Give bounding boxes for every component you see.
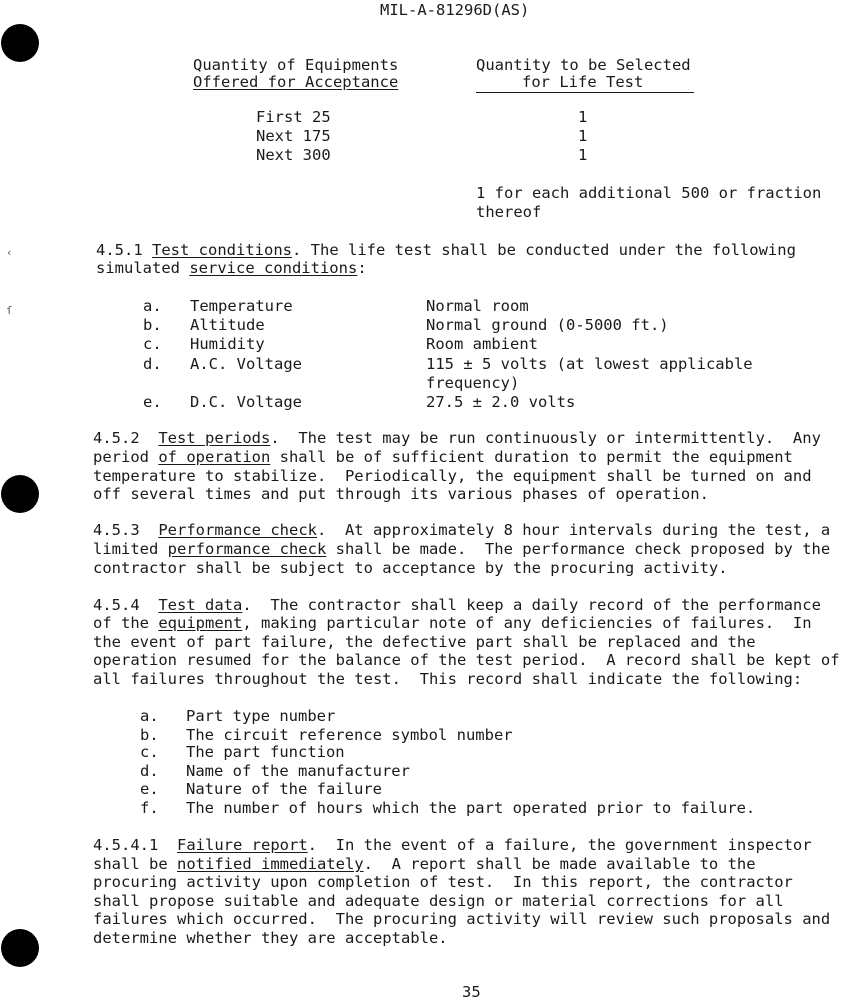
binder-hole-bottom [1,929,39,967]
paragraph-text: . The life test shall be conducted under the following [292,241,796,259]
paragraph-line: limited performance check shall be made. The performance check proposed by the [93,540,831,558]
condition-name: A.C. Voltage [190,355,302,373]
section-number: 4.5.3 [93,521,140,539]
plus-minus-symbol: ± [472,393,483,411]
condition-value-continued: frequency) [426,374,520,392]
table-row-selected: 1 [578,108,588,126]
binder-hole-top [1,24,39,62]
page-number: 35 [462,983,481,1001]
paragraph-line: contractor shall be subject to acceptance by the procuring activity. [93,559,728,577]
paragraph-line: period of operation shall be of sufficient duration to permit the equipment [93,448,793,466]
paragraph-line: failures which occurred. The procuring activity will review such proposals and [93,910,831,928]
paragraph-line [96,259,367,278]
margin-mark: ſ [6,304,13,317]
underlined-text: performance check [167,540,327,558]
section-number: 4.5.1 [96,241,143,259]
col-offered-header-line1: Quantity of Equipments [193,56,399,74]
table-row-offered: Next 175 [256,127,331,145]
underlined-text: service conditions [189,259,358,277]
list-item: The part function [186,743,345,761]
section-number: 4.5.2 [93,429,140,447]
section-number: 4.5.4 [93,596,140,614]
underlined-text: notified immediately [177,855,364,873]
condition-name: Temperature [190,297,293,315]
list-item: Nature of the failure [186,780,382,798]
paragraph-line: shall propose suitable and adequate design or material corrections for all [93,892,784,910]
list-item: The circuit reference symbol number [186,726,513,744]
list-letter: b. [143,316,162,334]
list-letter: f. [140,799,159,817]
underlined-text: equipment [158,614,243,632]
paragraph-line [96,241,796,260]
condition-name: Altitude [190,316,265,334]
underlined-text: of operation [158,448,271,466]
condition-value: Normal ground (0-5000 ft.) [426,316,669,334]
table-note-line1: 1 for each additional 500 or fraction [476,184,822,202]
list-letter: d. [140,762,159,780]
table-row-selected: 1 [578,146,588,164]
list-letter: a. [143,297,162,315]
col-selected-header-line1: Quantity to be Selected [476,56,691,74]
condition-value: Room ambient [426,335,538,353]
section-number: 4.5.4.1 [93,836,159,854]
paragraph-line: determine whether they are acceptable. [93,929,448,947]
condition-name: D.C. Voltage [190,393,302,411]
paragraph-line [93,429,845,448]
list-letter: e. [140,780,159,798]
section-title: Test conditions [152,241,292,259]
col-offered-header-line2: Offered for Acceptance [193,73,399,91]
table-row-selected: 1 [578,127,588,145]
list-letter: c. [143,335,162,353]
list-letter: b. [140,726,159,744]
condition-value: Normal room [426,297,529,315]
paragraph-line: 4.5.4 Test data. The contractor shall keep a daily record of the performance [93,596,821,614]
plus-minus-symbol: ± [463,355,473,373]
paragraph-line: operation resumed for the balance of the test period. A record shall be kept of [93,651,840,669]
section-title: Test data [158,596,243,614]
list-item: The number of hours which the part operated prior to failure. [186,799,756,817]
list-item: Name of the manufacturer [186,762,410,780]
list-letter: a. [140,707,159,725]
list-letter: c. [140,743,159,761]
paragraph-line: the event of part failure, the defective part shall be replaced and the [93,633,756,651]
paragraph-line: temperature to stabilize. Periodically, the equipment shall be turned on and [93,467,812,485]
paragraph-line: procuring activity upon completion of test. In this report, the contractor [93,873,793,891]
list-item: Part type number [186,707,336,725]
paragraph-line: 4.5.4.1 Failure report. In the event of a failure, the government inspector [93,836,812,854]
condition-value: 115 ± 5 volts (at lowest applicable [426,355,753,373]
table-row-offered: Next 300 [256,146,331,164]
paragraph-line: of the equipment, making particular note of any deficiencies of failures. In [93,614,812,632]
table-note-line2: thereof [476,203,542,221]
table-row-offered: First 25 [256,108,331,126]
condition-value: 27.5 ± 2.0 volts [426,393,576,411]
paragraph-line: shall be notified immediately. A report shall be made available to the [93,855,756,873]
paragraph-text: simulated [96,259,190,277]
paragraph-text: : [357,259,367,277]
paragraph-line: 4.5.3 Performance check. At approximately 8 hour intervals during the test, a [93,521,831,539]
list-letter: d. [143,355,162,373]
margin-mark: ‹ [6,246,13,259]
binder-hole-middle [1,475,39,513]
paragraph-line: off several times and put through its various phases of operation. [93,485,709,503]
list-letter: e. [143,393,162,411]
col-selected-header-line2: for Life Test [522,73,644,91]
section-title: Test periods [158,429,271,447]
condition-name: Humidity [190,335,265,353]
document-id-header: MIL-A-81296D(AS) [380,1,530,19]
section-title: Failure report [177,836,308,854]
paragraph-text: . The test may be run continuously or intermittently. Any [270,429,821,447]
paragraph-line: all failures throughout the test. This record shall indicate the following: [93,670,803,688]
section-title: Performance check [158,521,317,539]
col-selected-header-rule [476,92,694,93]
